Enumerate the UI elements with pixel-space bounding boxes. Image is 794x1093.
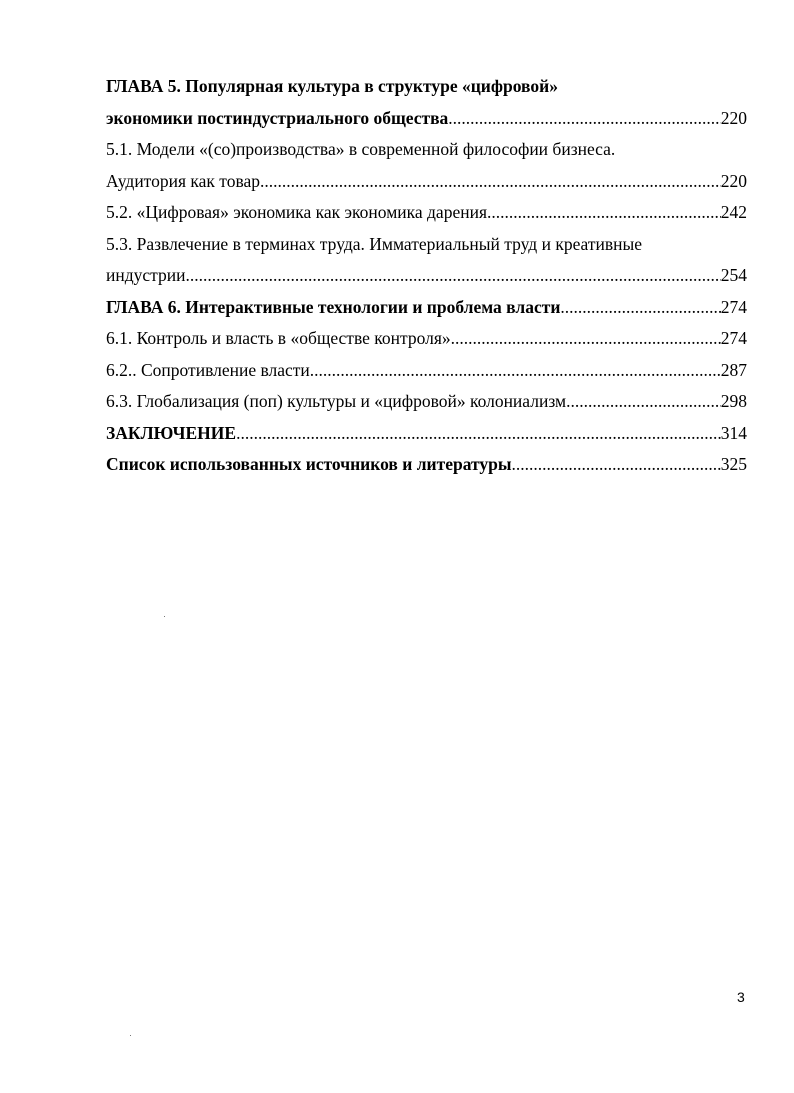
toc-entry-6-3 xyxy=(106,391,747,423)
toc-entry-page: 298 xyxy=(720,391,747,411)
toc-entry-page: 242 xyxy=(720,202,747,222)
toc-entry-page: 220 xyxy=(720,107,747,128)
toc-leader-dots xyxy=(310,360,721,381)
toc-leader-dots xyxy=(560,297,720,318)
toc-entry-text: 6.3. Глобализация (поп) культуры и «цифровой» колониализм xyxy=(106,391,567,411)
toc-entry-text: Список использованных источников и литературы xyxy=(106,454,512,474)
toc-entry-5-1-title xyxy=(106,139,747,171)
toc-entry-page: 254 xyxy=(720,265,747,285)
toc-leader-dots xyxy=(186,265,721,286)
toc-entry-page: 274 xyxy=(720,296,747,317)
toc-entry-page: 274 xyxy=(720,328,747,348)
toc-entry-text: 6.2.. Сопротивление власти xyxy=(106,359,310,380)
scan-speck xyxy=(130,1035,131,1036)
toc-entry-text: 5.3. Развлечение в терминах труда. Имматериальный труд и креативные xyxy=(106,233,643,254)
toc-entry-bibliography xyxy=(106,454,747,486)
toc-entry-page: 325 xyxy=(720,454,747,474)
toc-entry-chapter-6 xyxy=(106,297,747,329)
toc-leader-dots xyxy=(566,391,721,412)
page-number: 3 xyxy=(737,989,745,1005)
toc-entry-5-2 xyxy=(106,202,747,234)
toc-entry-5-1 xyxy=(106,171,747,203)
toc-entry-chapter-5 xyxy=(106,108,747,140)
toc-entry-text: экономики постиндустриального общества xyxy=(106,107,449,128)
toc-leader-dots xyxy=(260,171,721,192)
toc-entry-5-3 xyxy=(106,265,747,297)
toc-leader-dots xyxy=(448,108,720,129)
toc-entry-5-3-title xyxy=(106,234,747,266)
toc-entry-text: ЗАКЛЮЧЕНИЕ xyxy=(106,422,237,443)
toc-entry-conclusion xyxy=(106,423,747,455)
toc-entry-text: 6.1. Контроль и власть в «обществе контроля» xyxy=(106,328,451,348)
toc-entry-6-2 xyxy=(106,360,747,392)
toc-entry-page: 287 xyxy=(720,359,747,380)
toc-entry-page: 220 xyxy=(720,170,747,191)
toc-entry-6-1 xyxy=(106,328,747,360)
scan-speck xyxy=(164,616,165,617)
toc-entry-text: ГЛАВА 6. Интерактивные технологии и проблема власти xyxy=(106,296,561,317)
toc-entry-text: Аудитория как товар xyxy=(106,170,260,191)
toc-leader-dots xyxy=(512,454,721,475)
toc-entry-text: 5.2. «Цифровая» экономика как экономика дарения xyxy=(106,202,487,222)
toc-entry-text: ГЛАВА 5. Популярная культура в структуре «цифровой» xyxy=(106,76,558,96)
toc-leader-dots xyxy=(236,423,721,444)
toc-entry-text: 5.1. Модели «(со)производства» в современной философии бизнеса. xyxy=(106,139,616,159)
toc-entry-text: индустрии xyxy=(106,265,186,285)
table-of-contents xyxy=(106,76,747,486)
toc-leader-dots xyxy=(487,202,721,223)
toc-entry-chapter-5-title xyxy=(106,76,747,108)
toc-entry-page: 314 xyxy=(720,422,747,443)
toc-leader-dots xyxy=(451,328,721,349)
